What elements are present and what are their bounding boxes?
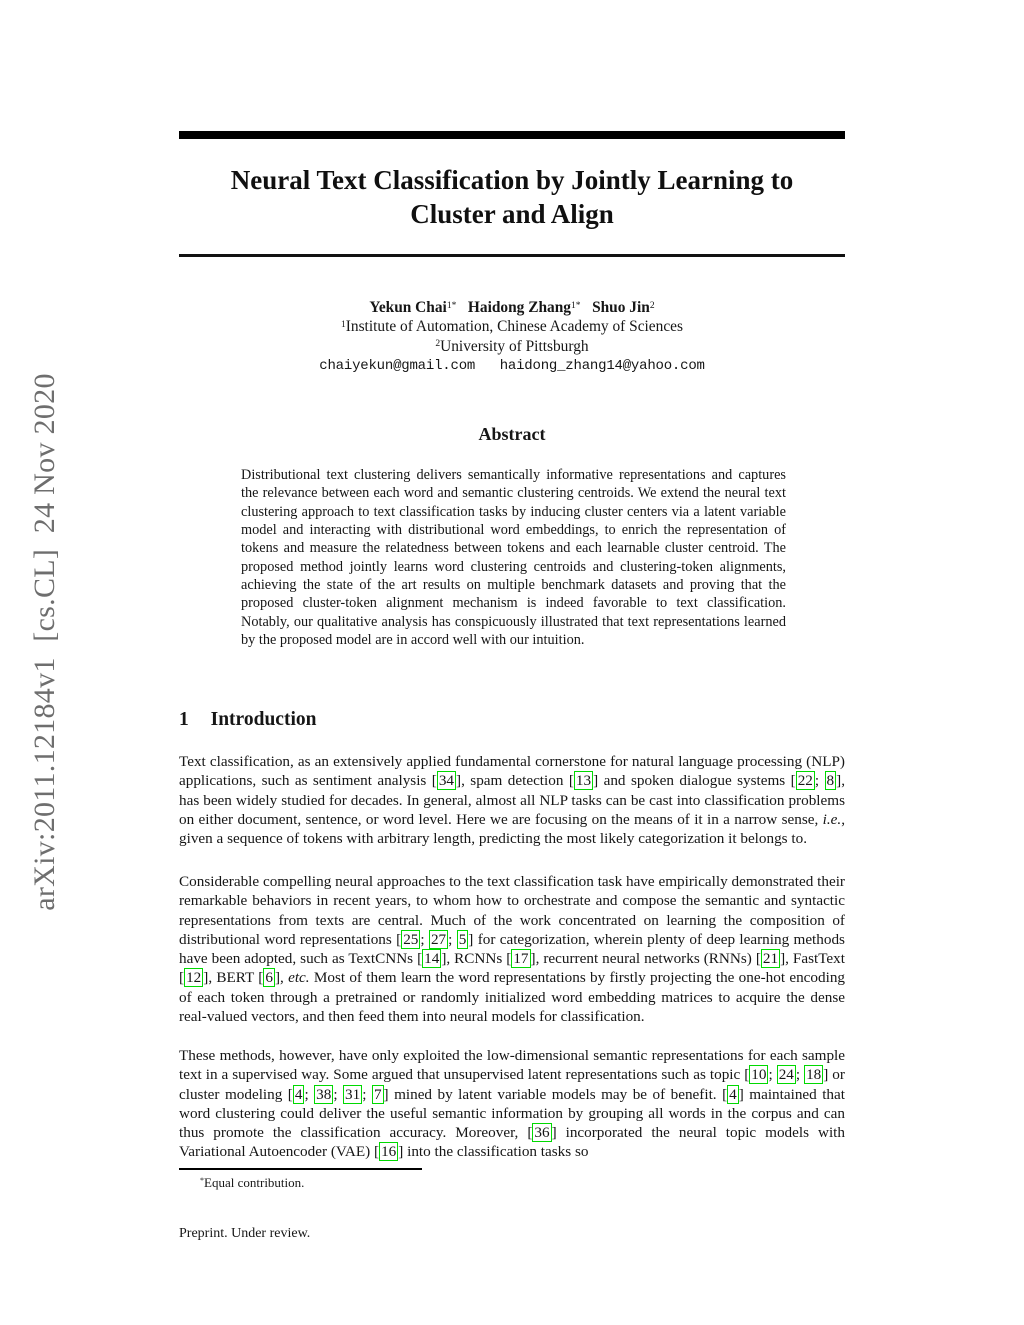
intro-paragraph-1: Text classification, as an extensively applied fundamental cornerstone for natural language processing (NLP) applications, such as sentiment analysis [ 34 ], spam detection [ 13 ] and spoken dialogue systems [ 22 ; 8 ], has been widely studied for decades. In general, almost all NLP tasks can be cast into classification problems on either document, sentence, or word level. Here we are focusing on the means of it in a narrow sense, i.e., given a sequence of tokens with arbitrary length, predicting the most likely categorization it belongs to. <box>179 753 845 848</box>
citation-ref[interactable]: 5 <box>458 930 467 948</box>
superscript: 2 <box>435 338 441 350</box>
paper-title-line-1: Neural Text Classification by Jointly Learning to <box>230 165 794 195</box>
citation-ref[interactable]: 21 <box>762 950 779 968</box>
citation-ref[interactable]: 13 <box>575 772 592 790</box>
italic-text: etc. <box>288 969 310 987</box>
citation-ref[interactable]: 4 <box>729 1085 737 1103</box>
intro-paragraph-3: These methods, however, have only exploited the low-dimensional semantic representations for each sample text in a supervised way. Some argued that unsupervised latent representations such as topic [ 10 ; 24 ; 18 ] or cluster modeling [ 4 ; 38 ; 31 ; 7 ] mined by latent variable models may be of benefit. [ 4 ] maintained that word clustering could deliver the useful semantic information by grouping all words in the corpus and can thus promote the classification accuracy. Moreover, [ 36 ] incorporated the neural topic models with Variational Autoencoder (VAE) [ 16 ] into the classification tasks so <box>179 1047 845 1161</box>
intro-paragraph-2: Considerable compelling neural approaches to the text classification task have empirically demonstrated their remarkable behaviors in recent years, to whom how to orchestrate and compose the semantic and syntactic representations from texts are central. Much of the work concentrated on learning the composition of distributional word representations [ 25 ; 27 ; 5 ] for categorization, wherein plenty of deep learning methods have been adopted, such as TextCNNs [ 14 ], RCNNs [ 17 ], recurrent neural networks (RNNs) [ 21 ], FastText [ 12 ], BERT [ 6 ], etc. Most of them learn the word representations by firstly projecting the one-hot encoding of each token through a pretrained or randomly initialized word embedding matrices to acquire the dense real-valued vectors, and then feed them into neural models for classification. <box>179 873 846 1026</box>
citation-ref[interactable]: 27 <box>430 930 447 948</box>
section-number: 1 <box>179 709 189 730</box>
citation-ref[interactable]: 6 <box>265 969 273 987</box>
superscript: 1* <box>446 299 457 311</box>
bold-text: Haidong Zhang <box>467 299 571 316</box>
citation-ref[interactable]: 14 <box>424 950 440 968</box>
title-rule-top <box>179 131 845 139</box>
section-heading-introduction <box>179 709 316 731</box>
author-names <box>179 298 845 317</box>
affiliation-2: $^2$University of Pittsburgh <box>435 337 589 355</box>
footnote-rule <box>179 1168 422 1170</box>
citation-ref[interactable]: 16 <box>381 1143 397 1161</box>
citation-ref[interactable]: 38 <box>316 1085 332 1103</box>
footnote-equal-contribution: *Equal contribution. <box>200 1175 305 1190</box>
italic-text: i.e. <box>822 810 842 828</box>
title-rule-bottom <box>179 254 845 257</box>
citation-ref[interactable]: 31 <box>345 1085 361 1103</box>
citation-ref[interactable]: 24 <box>778 1066 794 1084</box>
section-title: Introduction <box>210 709 317 730</box>
citation-ref[interactable]: 8 <box>826 772 835 790</box>
citation-ref[interactable]: 7 <box>373 1085 382 1103</box>
author-block <box>179 298 845 376</box>
citation-ref[interactable]: 4 <box>294 1085 303 1103</box>
citation-ref[interactable]: 36 <box>534 1124 550 1142</box>
paper-title-line-2: Cluster and Align <box>410 199 614 229</box>
citation-ref[interactable]: 18 <box>806 1066 822 1084</box>
abstract-heading: Abstract <box>478 424 546 444</box>
citation-ref[interactable]: 12 <box>186 969 202 987</box>
affiliation-1: $^1$Institute of Automation, Chinese Academy of Sciences <box>340 318 683 336</box>
bold-text: Shuo Jin <box>592 299 650 316</box>
citation-ref[interactable]: 10 <box>751 1066 767 1084</box>
preprint-notice: Preprint. Under review. <box>179 1226 311 1241</box>
superscript: 1 <box>340 319 346 331</box>
paper-content <box>179 0 845 1325</box>
abstract-text: Distributional text clustering delivers semantically informative representations and captures the relevance between each word and semantic clustering centroids. We extend the neural text clustering approach to text classification tasks by inducing cluster centers via a latent variable model and interacting with distributional word embeddings, to enrich the representation of tokens and measure the relatedness between tokens and each learnable cluster centroid. The proposed method jointly learns word clustering centroids and clustering-token alignments, achieving the state of the art results on multiple benchmark datasets and proving that the proposed cluster-token alignment mechanism is indeed favorable to text classification. Notably, our qualitative analysis has conspicuously illustrated that text representations learned by the proposed model are in accord well with our intuition. <box>241 467 786 649</box>
citation-ref[interactable]: 17 <box>513 950 529 968</box>
superscript: 1* <box>570 299 581 311</box>
citation-ref[interactable]: 25 <box>403 930 419 948</box>
superscript: * <box>200 1176 205 1186</box>
superscript: 2 <box>649 299 655 311</box>
author-emails: chaiyekun@gmail.com haidong_zhang14@yahoo.com <box>319 357 705 374</box>
bold-text: Yekun Chai <box>369 299 447 316</box>
arxiv-watermark: arXiv:2011.12184v1 [cs.CL] 24 Nov 2020 <box>28 373 61 911</box>
citation-ref[interactable]: 22 <box>797 772 813 790</box>
citation-ref[interactable]: 34 <box>438 772 455 790</box>
paper-title <box>179 163 845 231</box>
